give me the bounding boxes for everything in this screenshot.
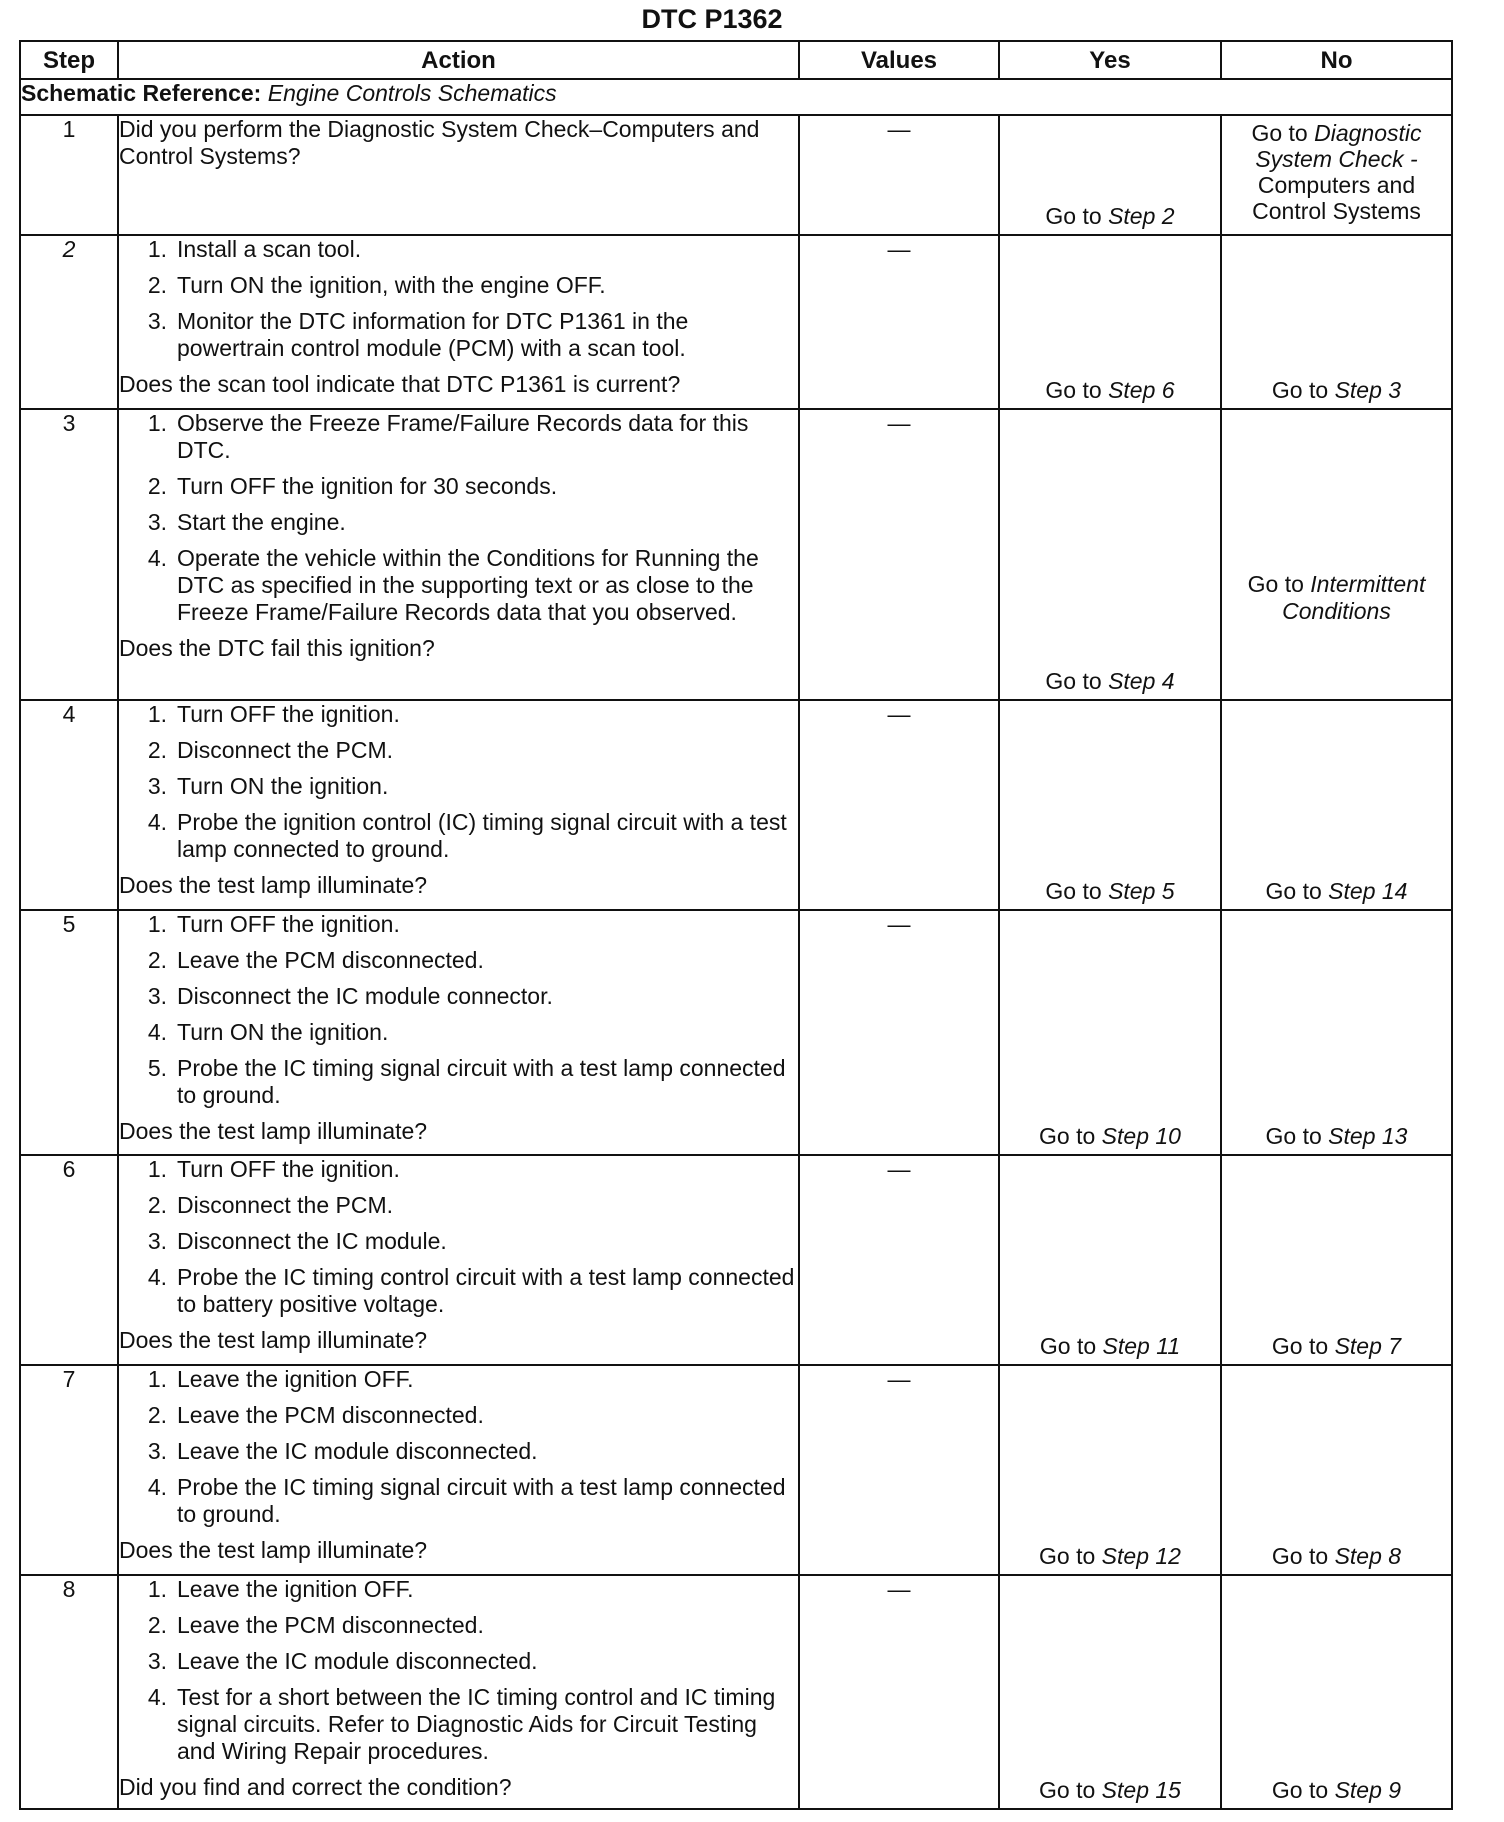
values-cell: — <box>799 115 999 235</box>
list-item: 1. Leave the ignition OFF. <box>147 1576 414 1602</box>
yes-cell <box>999 115 1221 235</box>
yes-cell <box>999 910 1221 1155</box>
schematic-reference-link[interactable]: Engine Controls Schematics <box>267 80 557 106</box>
list-item: 3. Start the engine. <box>147 509 346 535</box>
yes-goto-link[interactable]: Go to Step 15 <box>1039 1777 1181 1803</box>
no-goto-link[interactable]: Go to Step 8 <box>1271 1543 1402 1569</box>
action-question: Does the test lamp illuminate? <box>119 1327 428 1353</box>
list-item: 3. Turn ON the ignition. <box>147 773 389 799</box>
action-list <box>119 1366 798 1528</box>
table-row <box>20 1155 1452 1365</box>
yes-goto-link[interactable]: Go to Step 11 <box>1039 1333 1181 1359</box>
list-item: 2. Disconnect the PCM. <box>147 737 394 763</box>
step-number: 8 <box>20 1575 118 1809</box>
values-cell: — <box>799 1365 999 1575</box>
values-cell: — <box>799 700 999 910</box>
no-goto-link[interactable]: Go to Step 14 <box>1265 878 1408 904</box>
action-question: Does the scan tool indicate that DTC P1361 is current? <box>119 371 681 397</box>
action-list <box>119 1156 798 1318</box>
action-question: Does the test lamp illuminate? <box>119 1118 428 1144</box>
list-item: 4. Probe the ignition control (IC) timing signal circuit with a test lamp connected to ground. <box>147 809 787 862</box>
action-list <box>119 701 798 863</box>
header-yes: Yes <box>999 41 1221 79</box>
step-number: 1 <box>20 115 118 235</box>
list-item: 2. Leave the PCM disconnected. <box>147 1612 484 1638</box>
yes-goto-link[interactable]: Go to Step 5 <box>1045 878 1175 904</box>
action-list <box>119 1576 798 1765</box>
header-step: Step <box>20 41 118 79</box>
no-cell <box>1221 235 1452 409</box>
list-item: 1. Turn OFF the ignition. <box>147 701 400 727</box>
yes-goto-link[interactable]: Go to Step 6 <box>1045 377 1175 403</box>
action-cell <box>118 1365 799 1575</box>
list-item: 4. Probe the IC timing signal circuit with a test lamp connected to ground. <box>147 1474 786 1527</box>
list-item: 1. Observe the Freeze Frame/Failure Records data for this DTC. <box>147 410 749 463</box>
action-question: Does the test lamp illuminate? <box>119 1537 428 1563</box>
yes-goto-link[interactable]: Go to Step 12 <box>1039 1543 1181 1569</box>
list-item: 4. Operate the vehicle within the Conditions for Running the DTC as specified in the supporting text or as close to the Freeze Frame/Failure Records data that you observed. <box>147 545 759 625</box>
yes-goto-link[interactable]: Go to Step 4 <box>1045 668 1175 694</box>
yes-cell <box>999 700 1221 910</box>
table-row <box>20 910 1452 1155</box>
no-goto-link[interactable]: Go to Diagnostic System Check - Computers and Control Systems <box>1251 120 1422 224</box>
list-item: 5. Probe the IC timing signal circuit with a test lamp connected to ground. <box>147 1055 786 1108</box>
action-cell <box>118 409 799 700</box>
values-cell: — <box>799 235 999 409</box>
schematic-row <box>20 79 1452 115</box>
step-number: 7 <box>20 1365 118 1575</box>
list-item: 1. Turn OFF the ignition. <box>147 1156 400 1182</box>
page-title: DTC P1362 <box>641 4 783 34</box>
table-row <box>20 1575 1452 1809</box>
values-cell: — <box>799 1155 999 1365</box>
action-cell <box>118 910 799 1155</box>
list-item: 4. Probe the IC timing control circuit with a test lamp connected to battery positive voltage. <box>147 1264 795 1317</box>
no-goto-link[interactable]: Go to Step 7 <box>1271 1333 1402 1359</box>
list-item: 2. Disconnect the PCM. <box>147 1192 394 1218</box>
yes-cell <box>999 235 1221 409</box>
header-no: No <box>1221 41 1452 79</box>
no-goto-link[interactable]: Go to Step 9 <box>1271 1777 1402 1803</box>
list-item: 1. Install a scan tool. <box>147 236 362 262</box>
action-cell <box>118 1575 799 1809</box>
action-question: Does the DTC fail this ignition? <box>119 635 435 661</box>
step-number: 4 <box>20 700 118 910</box>
table-row <box>20 115 1452 235</box>
list-item: 2. Leave the PCM disconnected. <box>147 947 484 973</box>
list-item: 3. Leave the IC module disconnected. <box>147 1648 538 1674</box>
no-cell <box>1221 1365 1452 1575</box>
action-list <box>119 236 798 362</box>
action-cell <box>118 235 799 409</box>
yes-goto-link[interactable]: Go to Step 2 <box>1045 203 1175 229</box>
header-values: Values <box>799 41 999 79</box>
no-goto-link[interactable]: Go to Intermittent Conditions <box>1247 570 1426 624</box>
action-question: Does the test lamp illuminate? <box>119 872 428 898</box>
values-cell: — <box>799 910 999 1155</box>
list-item: 2. Turn ON the ignition, with the engine OFF. <box>147 272 606 298</box>
list-item: 2. Leave the PCM disconnected. <box>147 1402 484 1428</box>
action-list <box>119 911 798 1109</box>
step-number: 5 <box>20 910 118 1155</box>
values-cell: — <box>799 1575 999 1809</box>
step-number: 6 <box>20 1155 118 1365</box>
table-row <box>20 409 1452 700</box>
values-cell: — <box>799 409 999 700</box>
action-cell <box>118 1155 799 1365</box>
action-cell <box>118 700 799 910</box>
no-cell <box>1221 700 1452 910</box>
step-number: 3 <box>20 409 118 700</box>
header-row <box>20 41 1452 79</box>
list-item: 3. Monitor the DTC information for DTC P1361 in the powertrain control module (PCM) with a scan tool. <box>147 308 689 361</box>
action-list <box>119 410 798 626</box>
no-cell <box>1221 910 1452 1155</box>
list-item: 4. Turn ON the ignition. <box>147 1019 389 1045</box>
no-cell <box>1221 409 1452 700</box>
action-cell <box>118 115 799 235</box>
list-item: 1. Turn OFF the ignition. <box>147 911 400 937</box>
step-number: 2 <box>20 235 118 409</box>
diagnostic-table <box>19 40 1453 1810</box>
table-row <box>20 1365 1452 1575</box>
action-text: Did you perform the Diagnostic System Check–Computers and Control Systems? <box>119 116 760 169</box>
yes-cell <box>999 1365 1221 1575</box>
list-item: 3. Disconnect the IC module connector. <box>147 983 553 1009</box>
action-question: Did you find and correct the condition? <box>119 1774 512 1800</box>
yes-cell <box>999 409 1221 700</box>
no-cell <box>1221 1155 1452 1365</box>
no-goto-link[interactable]: Go to Step 13 <box>1265 1123 1408 1149</box>
list-item: 3. Disconnect the IC module. <box>147 1228 447 1254</box>
header-action: Action <box>118 41 799 79</box>
list-item: 3. Leave the IC module disconnected. <box>147 1438 538 1464</box>
yes-goto-link[interactable]: Go to Step 10 <box>1039 1123 1181 1149</box>
no-cell <box>1221 115 1452 235</box>
list-item: 2. Turn OFF the ignition for 30 seconds. <box>147 473 558 499</box>
list-item: 1. Leave the ignition OFF. <box>147 1366 414 1392</box>
table-row <box>20 700 1452 910</box>
no-cell <box>1221 1575 1452 1809</box>
schematic-label: Schematic Reference: <box>21 80 262 106</box>
table-row <box>20 235 1452 409</box>
list-item: 4. Test for a short between the IC timing control and IC timing signal circuits. Refer to Diagnostic Aids for Circuit Testing and Wiring Repair procedures. <box>147 1684 776 1764</box>
yes-cell <box>999 1155 1221 1365</box>
yes-cell <box>999 1575 1221 1809</box>
no-goto-link[interactable]: Go to Step 3 <box>1271 377 1402 403</box>
